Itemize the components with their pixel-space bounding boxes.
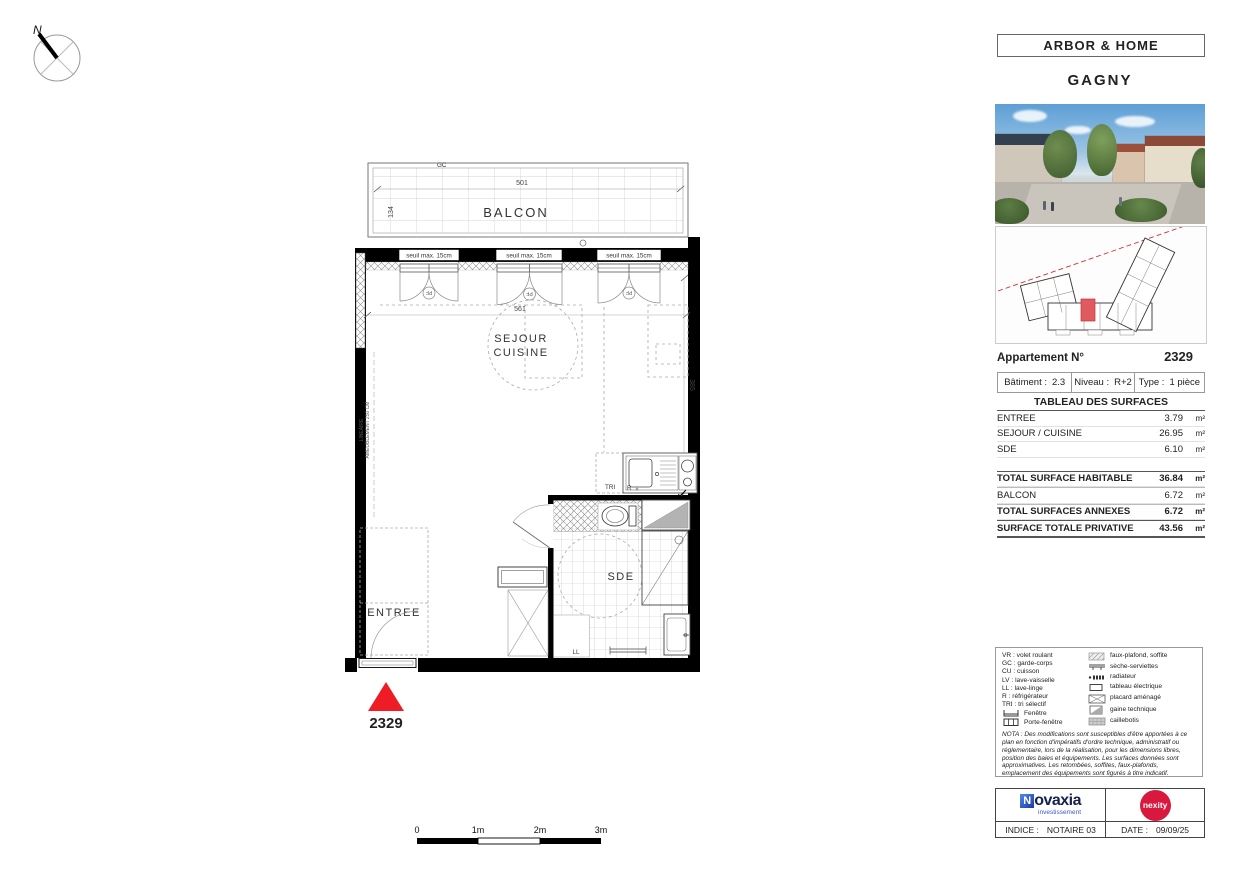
kitchen-counter	[596, 453, 697, 499]
novaxia-sub: investissement	[1038, 809, 1082, 817]
porte-fenetre-icon	[1002, 718, 1020, 727]
french-windows	[400, 262, 660, 305]
building-footprint	[1020, 238, 1174, 332]
north-label: N	[33, 23, 42, 37]
legend-box	[995, 647, 1203, 777]
legend-symbols	[1088, 652, 1198, 727]
cooktop	[679, 456, 696, 490]
svg-text:AMEUBLEMENT 250 CM: AMEUBLEMENT 250 CM	[365, 401, 371, 459]
bush	[995, 198, 1029, 224]
sejour-furniture	[380, 300, 688, 452]
balcon-row: BALCON 6.72 m²	[997, 487, 1205, 504]
sejour-label: SEJOUR	[494, 333, 548, 345]
table-row: SDE 6.10 m²	[997, 442, 1205, 458]
svg-text:1m: 1m	[471, 825, 485, 835]
caillebotis-icon	[1088, 717, 1106, 726]
person	[1119, 197, 1122, 206]
legend-porte-fenetre: Porte-fenêtre	[1002, 718, 1088, 727]
balcony	[368, 162, 688, 246]
unit-number: 2329	[369, 715, 403, 732]
total-annexes-row: TOTAL SURFACES ANNEXES 6.72 m²	[997, 504, 1205, 521]
table-row: ENTREE 3.79 m²	[997, 411, 1205, 427]
legend-abbreviations	[1002, 652, 1088, 727]
tree	[1087, 124, 1117, 176]
apartment-label: Appartement N°	[997, 352, 1085, 364]
entrance-door	[359, 659, 416, 668]
lave-linge-label: LL	[572, 649, 580, 656]
legend-abbrev: LL : lave-linge	[1002, 684, 1043, 692]
sink	[629, 459, 652, 487]
type-value: 1 pièce	[1169, 377, 1201, 388]
legend-abbrev: R : réfrigérateur	[1002, 693, 1049, 701]
project-title: ARBOR & HOME	[1043, 38, 1159, 53]
novaxia-n-mark: N	[1020, 794, 1034, 808]
nexity-logo: nexity	[1140, 790, 1171, 821]
entrance	[357, 528, 428, 672]
toilet	[598, 503, 638, 530]
seuil-label-3: seuil max. 15cm	[606, 252, 652, 260]
pf-label-2: PF	[526, 290, 533, 296]
legend-fenetre: Fenêtre	[1002, 709, 1088, 718]
legend-radiateur: radiateur	[1088, 673, 1198, 682]
footer-box	[995, 788, 1205, 838]
person	[1043, 201, 1046, 210]
seuil-label-1: seuil max. 15cm	[406, 252, 452, 260]
surfaces-title: TABLEAU DES SURFACES	[997, 394, 1205, 411]
project-photo	[995, 104, 1205, 224]
tableau-electrique-icon	[1088, 683, 1106, 692]
project-title-box	[997, 34, 1205, 57]
wall-insulation-hatch	[356, 253, 365, 348]
pf-label-1: PF	[425, 289, 433, 295]
legend-abbrev: GC : garde-corps	[1002, 660, 1053, 668]
pf-label-3: PF	[625, 289, 633, 295]
legend-faux-plafond: faux-plafond, soffite	[1088, 652, 1198, 661]
balcony-drain	[580, 240, 586, 246]
legend-tableau-electrique: tableau électrique	[1088, 683, 1198, 692]
date-cell: DATE : 09/09/25	[1121, 824, 1190, 835]
faux-plafond-icon	[1088, 652, 1106, 661]
garde-corps-label: GC	[437, 162, 447, 169]
balcony-label: BALCON	[483, 205, 549, 220]
nexity-logo-cell	[1106, 789, 1204, 822]
seuil-label-2: seuil max. 15cm	[506, 252, 552, 260]
total-habitable-row: TOTAL SURFACE HABITABLE 36.84 m²	[997, 471, 1205, 488]
unit-marker	[368, 682, 404, 732]
seche-serviettes-icon	[1088, 663, 1106, 671]
surfaces-table	[997, 394, 1205, 538]
radiator	[498, 567, 547, 587]
legend-abbrev: VR : volet roulant	[1002, 652, 1053, 659]
sde-label: SDE	[607, 571, 635, 583]
room-width-dim: 561	[514, 306, 526, 313]
seuil-labels	[399, 250, 661, 261]
balcony-depth-dim: 134	[388, 206, 395, 218]
cloud	[1013, 110, 1047, 122]
fenetre-icon	[1002, 709, 1020, 718]
placard-icon	[1088, 694, 1106, 704]
svg-text:0: 0	[414, 825, 420, 835]
legend-abbrev: CU : cuisson	[1002, 668, 1040, 676]
table-row: SEJOUR / CUISINE 26.95 m²	[997, 427, 1205, 443]
batiment-cell: Bâtiment : 2.3	[998, 373, 1072, 392]
indice-value: NOTAIRE 03	[1046, 824, 1096, 835]
scale-bar	[414, 825, 607, 844]
apartment-header	[997, 349, 1205, 364]
cuisine-label: CUISINE	[493, 347, 549, 359]
city-title: GAGNY	[1067, 72, 1133, 89]
tree	[1043, 130, 1077, 178]
washbasin	[664, 614, 690, 655]
bush	[1115, 198, 1167, 222]
legend-gaine: gaine technique	[1088, 705, 1198, 715]
gaine-technique	[642, 500, 690, 530]
legend-abbrev: LV : lave-vaisselle	[1002, 676, 1055, 684]
compass	[33, 23, 80, 81]
tree	[1191, 148, 1205, 188]
svg-text:2m: 2m	[533, 825, 547, 835]
nota-text: NOTA : Des modifications sont susceptibles d'être apportées à ce plan en fonction d'impératifs d'ordre technique, administratif ou réglementaire, lors de la réalisation, pour les dimensions libres, position des baies et équipements. Les surfaces données sont approximatives. Les retombées, soffites, faux-plafonds, emplacement des équipements sont figurés à titre indicatif.	[1002, 731, 1188, 777]
balcony-width-dim: 501	[516, 180, 528, 187]
apartment-info-row	[997, 372, 1205, 393]
site-key-plan	[995, 226, 1207, 344]
legend-caillebotis: caillebotis	[1088, 717, 1198, 726]
svg-text:3m: 3m	[594, 825, 608, 835]
placard-amenage	[508, 590, 548, 656]
date-value: 09/09/25	[1155, 824, 1190, 835]
indice-cell: INDICE : NOTAIRE 03	[996, 822, 1106, 837]
novaxia-logo-cell	[996, 789, 1106, 822]
total-privative-row: SURFACE TOTALE PRIVATIVE 43.56 m²	[997, 520, 1205, 538]
room-depth-dim: 385	[688, 379, 695, 391]
gaine-technique-icon	[1088, 705, 1106, 715]
legend-placard: placard aménagé	[1088, 694, 1198, 704]
cloud	[1115, 116, 1155, 127]
niveau-cell: Niveau : R+2	[1072, 373, 1134, 392]
legend-seche-serviettes: sèche-serviettes	[1088, 663, 1198, 672]
entree-label: ENTREE	[367, 607, 421, 619]
niveau-value: R+2	[1114, 377, 1132, 388]
tri-label: TRI	[605, 484, 616, 491]
highlighted-unit	[1081, 299, 1095, 321]
person	[1051, 202, 1054, 211]
svg-text:LINEAIRE: LINEAIRE	[359, 418, 365, 442]
novaxia-logo: N ovaxia investissement	[1020, 793, 1081, 817]
apartment-number: 2329	[1164, 349, 1193, 364]
type-cell: Type : 1 pièce	[1138, 377, 1201, 388]
unit-triangle	[368, 682, 404, 711]
radiateur-icon	[1088, 674, 1106, 681]
legend-abbrev: TRI : tri sélectif	[1002, 701, 1046, 709]
refrigerateur-label: R	[627, 485, 632, 492]
batiment-value: 2.3	[1052, 377, 1066, 388]
